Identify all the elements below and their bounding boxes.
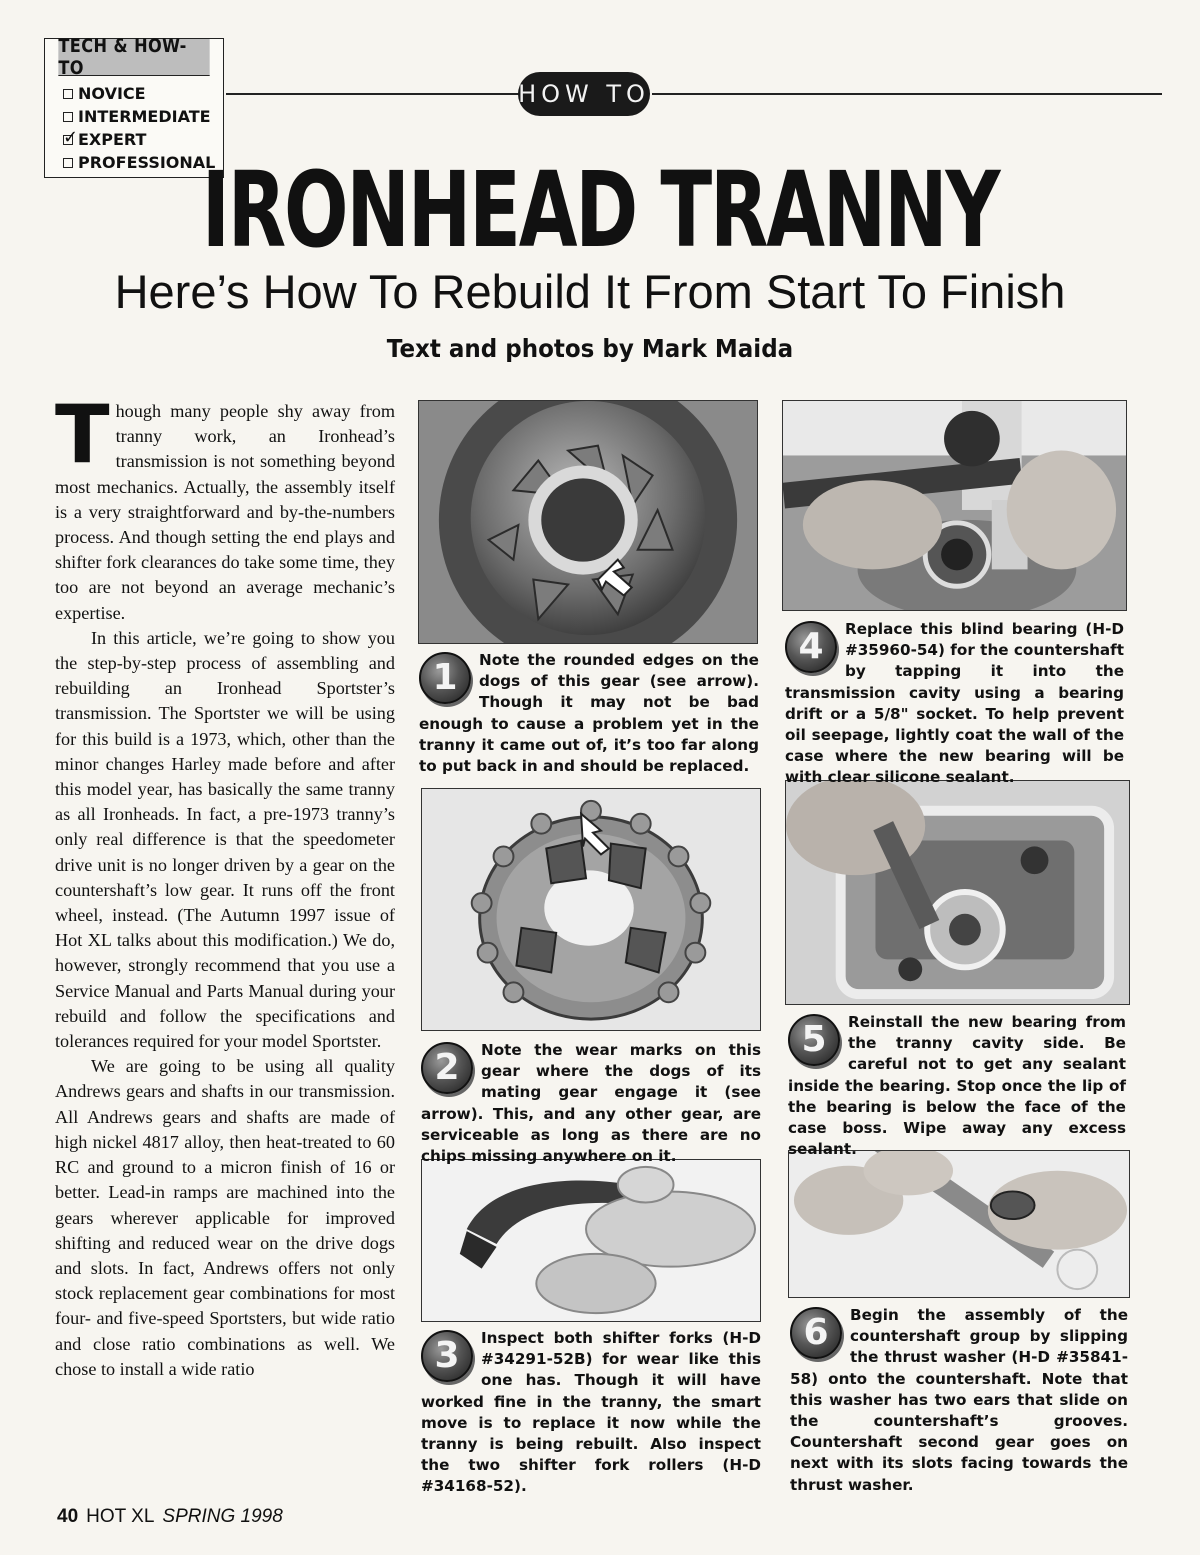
step-number-badge: 6 — [790, 1307, 842, 1359]
article-body — [55, 388, 395, 1382]
header-rule-left — [226, 93, 526, 95]
checkbox-icon — [63, 112, 73, 122]
byline: Text and photos by Mark Maida — [386, 334, 794, 363]
shifter-fork-image — [422, 1160, 760, 1321]
paragraph: In this article, we’re going to show you the step-by-step process of assembling and rebuilding an Ironhead Sportster’s transmission. The Sportster we will be using for this build is a 1973, which, other than the minor changes Harley made before and after this model year, has basically the same tranny as all Ironheads. In fact, a pre-1973 tranny’s only real difference is that the speedometer drive unit is no longer driven by a gear on the countershaft’s low gear. It runs off the front wheel, instead. (The Autumn 1997 issue of Hot XL talks about this modification.) We do, however, strongly recommend that you use a Service Manual and Parts Manual during your rebuild and follow the specifications and tolerances required for your model Sportster. — [55, 627, 395, 1052]
issue-date: SPRING 1998 — [162, 1506, 283, 1527]
gear-wear-image — [422, 789, 760, 1030]
caption-step-1: 1 Note the rounded edges on the dogs of this gear (see arrow). Though it may not be bad enough to cause a problem yet in the tranny it came out of, it’s too far along to put back in and should be replaced. — [419, 651, 759, 776]
step-number-badge: 1 — [419, 652, 471, 704]
checkbox-icon — [63, 89, 73, 99]
caption-step-5: 5 Reinstall the new bearing from the tranny cavity side. Be careful not to get any sealant inside the bearing. Stop once the lip of the bearing is below the face of the case boss. Wipe away any excess sealant. — [788, 1013, 1126, 1159]
photo-step-1 — [418, 400, 758, 644]
step-number-badge: 3 — [421, 1330, 473, 1382]
magazine-name: HOT XL — [86, 1506, 155, 1527]
section-tag: HOW TO — [518, 72, 650, 116]
step-number-badge: 4 — [785, 621, 837, 673]
article-subtitle: Here’s How To Rebuild It From Start To Finish — [114, 265, 1066, 318]
caption-step-3: 3 Inspect both shifter forks (H-D #34291-52B) for wear like this one has. Though it will have worked fine in the tranny, the smart move is to replace it now while the tranny is being rebuilt. Also inspect the two shifter fork rollers (H-D #34168-52). — [421, 1329, 761, 1496]
step-number-badge: 2 — [421, 1042, 473, 1094]
paragraph: Though many people shy away from tranny work, an Ironhead’s transmission is not something beyond most mechanics. Actually, the assembly itself is a very straightforward and by-the-numbers process. And though setting the end plays and shifter fork clearances do take some time, they too are not beyond an average mechanic’s expertise. — [55, 388, 395, 623]
photo-step-3 — [421, 1159, 761, 1322]
page-footer — [57, 1506, 283, 1528]
caption-step-4: 4 Replace this blind bearing (H-D #35960-54) for the countershaft by tapping it into the transmission cavity using a bearing drift or a 5/8" socket. To help prevent oil seepage, lightly coat the wall of the case where the new bearing will be with clear silicone sealant. — [785, 620, 1124, 787]
article-title: IRONHEAD TRANNY — [201, 149, 999, 271]
bearing-install-image — [783, 401, 1126, 610]
photo-step-4 — [782, 400, 1127, 611]
caption-step-2: 2 Note the wear marks on this gear where the dogs of its mating gear engage it (see arrow). This, and any other gear, are serviceable as long as there are no chips missing anywhere on it. — [421, 1041, 761, 1166]
page-number: 40 — [57, 1506, 79, 1527]
level-novice: NOVICE — [63, 82, 223, 105]
photo-step-5 — [785, 780, 1130, 1005]
countershaft-image — [789, 1151, 1129, 1297]
gear-dogs-image — [419, 401, 757, 643]
checkbox-icon — [63, 158, 73, 168]
difficulty-header: TECH & HOW-TO — [58, 39, 209, 76]
level-expert: ✓ EXPERT — [63, 128, 223, 151]
paragraph: We are going to be using all quality Andrews gears and shafts in our transmission. All Andrews gears and shafts are made of high nickel 4817 alloy, then heat-treated to 60 RC and ground to a micron finish of 16 or better. Lead-in ramps are machined into the gears wherever applicable for improved shifting and reduced wear on the drive dogs and slots. In fact, Andrews offers not only stock replacement gear combinations for most four- and five-speed Sportsters, but wide ratio and close ratio combinations as well. We chose to install a wide ratio — [55, 1056, 395, 1379]
level-intermediate: INTERMEDIATE — [63, 105, 223, 128]
photo-step-2 — [421, 788, 761, 1031]
level-professional: PROFESSIONAL — [63, 151, 223, 174]
checked-checkbox-icon — [63, 135, 73, 145]
caption-step-6: 6 Begin the assembly of the countershaft group by slipping the thrust washer (H-D #35841-58) onto the countershaft. Note that this washer has two ears that slide on the countershaft’s grooves. Countershaft second gear goes on next with its slots facing towards the thrust washer. — [790, 1306, 1128, 1494]
drop-cap: T — [55, 388, 110, 481]
header-rule-right — [652, 93, 1162, 95]
step-number-badge: 5 — [788, 1014, 840, 1066]
tranny-cavity-image — [786, 781, 1129, 1004]
photo-step-6 — [788, 1150, 1130, 1298]
